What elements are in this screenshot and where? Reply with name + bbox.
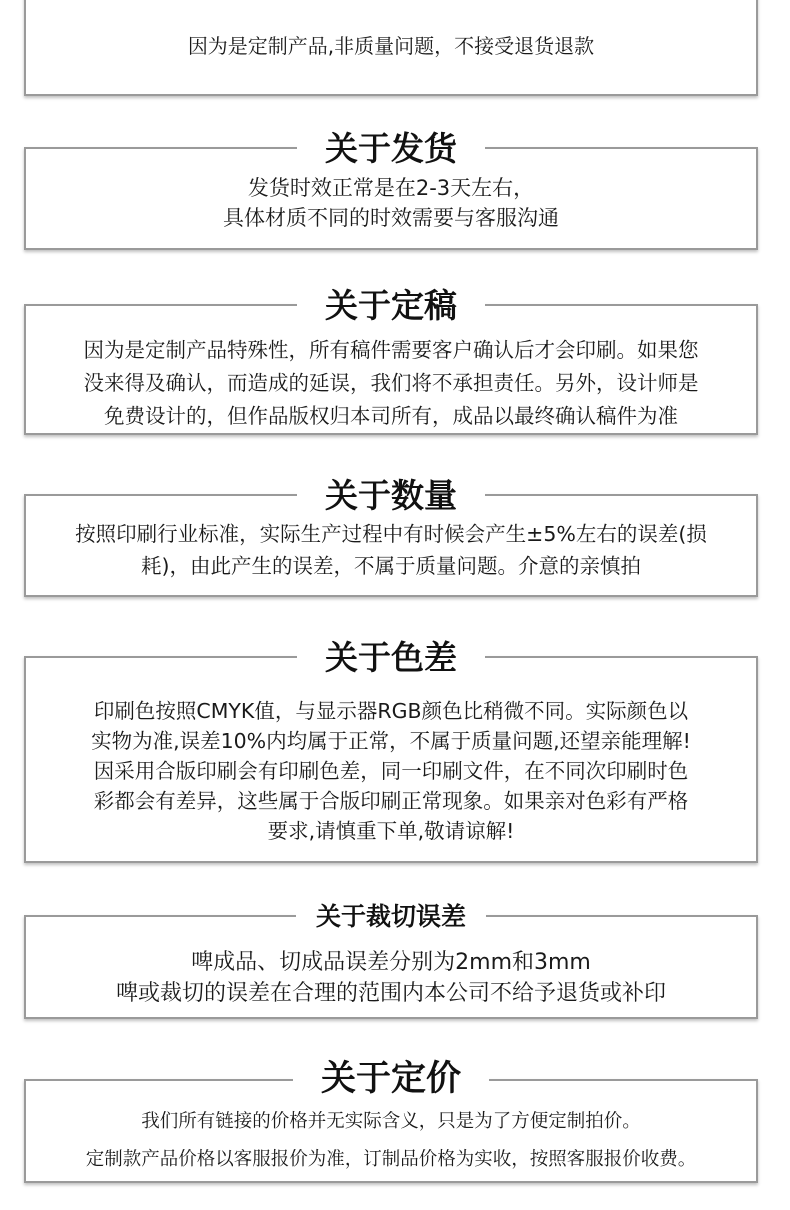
section-body — [26, 334, 756, 433]
section-text-line: 没来得及确认，而造成的延误，我们将不承担责任。另外，设计师是 — [83, 371, 699, 395]
section-text-line: 因为是定制产品,非质量问题，不接受退货退款 — [187, 34, 595, 58]
section-title: 关于定稿 — [297, 286, 485, 326]
section-title: 关于定价 — [293, 1059, 489, 1099]
section-text-line: 具体材质不同的时效需要与客服沟通 — [223, 206, 559, 230]
section-title: 关于色差 — [297, 638, 485, 678]
section-text-line: 免费设计的，但作品版权归本司所有，成品以最终确认稿件为准 — [104, 404, 678, 428]
section-text-line: 按照印刷行业标准，实际生产过程中有时候会产生±5%左右的误差(损 — [75, 522, 707, 546]
section-text-line: 我们所有链接的价格并无实际含义，只是为了方便定制拍价。 — [141, 1111, 641, 1132]
section-body — [26, 173, 756, 233]
section-color-difference — [24, 638, 758, 863]
section-title: 关于数量 — [297, 476, 485, 516]
section-body — [26, 696, 756, 846]
section-final-draft — [24, 286, 758, 435]
section-body — [26, 518, 756, 582]
section-text-line: 实物为准,误差10%内均属于正常，不属于质量问题,还望亲能理解! — [91, 729, 691, 753]
section-text-line: 因采用合版印刷会有印刷色差，同一印刷文件，在不同次印刷时色 — [93, 759, 689, 783]
section-text-line: 耗)，由此产生的误差，不属于质量问题。介意的亲慎拍 — [141, 554, 641, 578]
section-shipping — [24, 129, 758, 250]
section-text-line: 彩都会有差异，这些属于合版印刷正常现象。如果亲对色彩有严格 — [93, 789, 689, 813]
section-body — [26, 1103, 756, 1179]
section-quantity — [24, 476, 758, 597]
section-body — [26, 32, 756, 60]
section-text-line: 发货时效正常是在2-3天左右， — [247, 176, 535, 200]
section-refund — [24, 0, 758, 96]
section-cutting-error — [24, 902, 758, 1019]
section-text-line: 定制款产品价格以客服报价为准，订制品价格为实收，按照客服报价收费。 — [85, 1149, 697, 1170]
section-text-line: 要求,请慎重下单,敬请谅解! — [267, 819, 515, 843]
section-body — [26, 947, 756, 1009]
section-title: 关于发货 — [297, 129, 485, 169]
section-text-line: 啤成品、切成品误差分别为2mm和3mm — [191, 950, 591, 975]
section-title: 关于裁切误差 — [296, 897, 486, 937]
section-text-line: 因为是定制产品特殊性，所有稿件需要客户确认后才会印刷。如果您 — [83, 338, 699, 362]
section-text-line: 啤或裁切的误差在合理的范围内本公司不给予退货或补印 — [115, 981, 666, 1006]
section-pricing — [24, 1059, 758, 1183]
section-text-line: 印刷色按照CMYK值，与显示器RGB颜色比稍微不同。实际颜色以 — [93, 699, 689, 723]
